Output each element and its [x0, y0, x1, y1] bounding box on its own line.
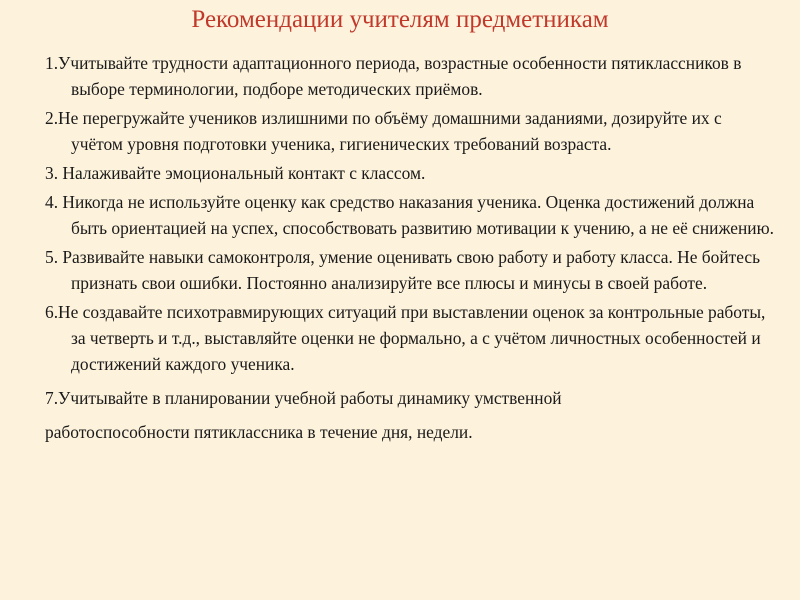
recommendation-item-3: 3. Налаживайте эмоциональный контакт с классом. — [45, 163, 426, 183]
recommendation-item-5: 5. Развивайте навыки самоконтроля, умение оценивать свою работу и работу класса. Не бойтесь признать свои ошибки. Постоянно анализируйте все плюсы и минусы в своей работе. — [45, 247, 761, 293]
recommendation-item-2: 2.Не перегружайте учеников излишними по объёму домашними заданиями, дозируйте их с учётом уровня подготовки ученика, гигиенических требований возраста. — [45, 108, 722, 154]
recommendations-list — [45, 50, 775, 445]
recommendation-item-7: 7.Учитывайте в планировании учебной работы динамику умственной — [45, 388, 562, 408]
slide-title: Рекомендации учителям предметникам — [191, 6, 609, 33]
recommendation-item-7-continued: работоспособности пятиклассника в течение дня, недели. — [45, 422, 473, 442]
recommendation-item-4: 4. Никогда не используйте оценку как средство наказания ученика. Оценка достижений должна быть ориентацией на успех, способствовать развитию мотивации к учению, а не её снижению. — [45, 192, 774, 238]
recommendation-item-6: 6.Не создавайте психотравмирующих ситуаций при выставлении оценок за контрольные работы, за четверть и т.д., выставляйте оценки не формально, а с учётом личностных особенностей и достижений каждого ученика. — [45, 302, 766, 374]
recommendation-item-1: 1.Учитывайте трудности адаптационного периода, возрастные особенности пятиклассников в выборе терминологии, подборе методических приёмов. — [45, 53, 742, 99]
